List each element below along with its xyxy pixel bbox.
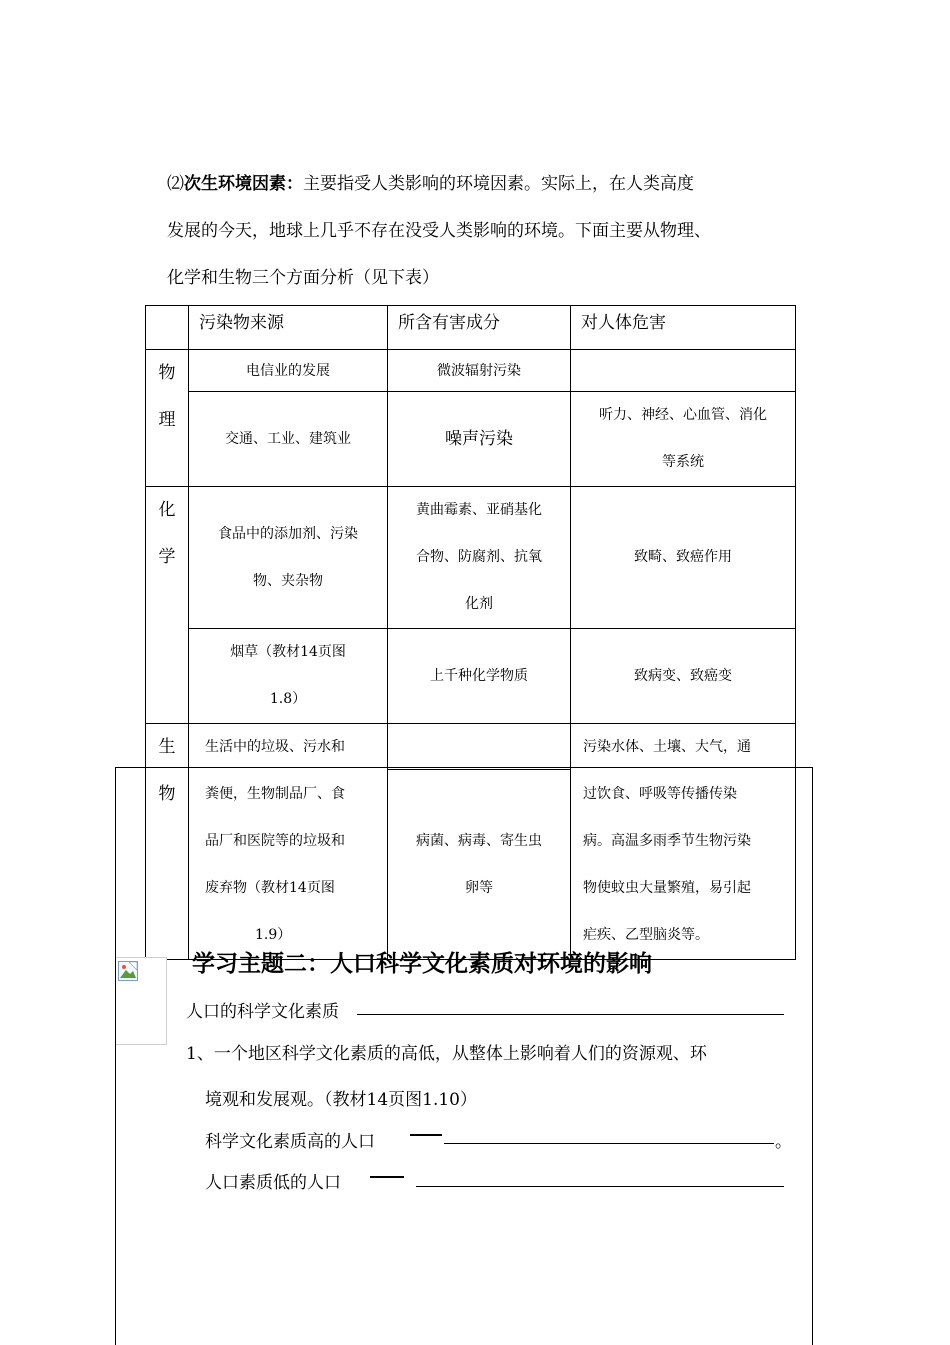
text-line: 废弃物（教材14页图 xyxy=(205,880,335,896)
period: 。 xyxy=(775,1132,792,1152)
text-line: 1.9） xyxy=(255,927,292,943)
point-1-line-1: 1、一个地区科学文化素质的高低，从整体上影响着人们的资源观、环 xyxy=(186,1044,707,1064)
dash xyxy=(410,1134,442,1136)
cell-harm: 致畸、致癌作用 xyxy=(571,487,796,629)
text-line: 合物、防腐剂、抗氧 xyxy=(416,549,542,565)
cell-harm xyxy=(571,392,796,487)
broken-image-icon xyxy=(118,961,138,981)
cell-harm xyxy=(571,350,796,392)
cell-source xyxy=(189,629,388,724)
empty-subcell xyxy=(388,724,570,770)
component-subcell xyxy=(388,770,570,959)
category-biology xyxy=(146,724,189,960)
text-line: 物使蚊虫大量繁殖，易引起 xyxy=(583,880,751,896)
category-physics xyxy=(146,350,189,487)
broken-image xyxy=(116,957,167,1045)
cell-harm xyxy=(571,724,796,960)
table-row xyxy=(146,392,796,487)
high-quality-label: 科学文化素质高的人口 xyxy=(205,1132,375,1152)
table-row xyxy=(146,487,796,629)
header-source: 污染物来源 xyxy=(189,306,388,350)
intro-line-3: 化学和生物三个方面分析（见下表） xyxy=(167,268,439,288)
intro-term: 次生环境因素： xyxy=(184,174,303,194)
cell-component xyxy=(388,487,571,629)
cell-source: 电信业的发展 xyxy=(189,350,388,392)
text-line: 黄曲霉素、亚硝基化 xyxy=(416,502,542,518)
point-1-line-2: 境观和发展观。（教材14页图1.10） xyxy=(205,1090,477,1110)
text-line: 粪便，生物制品厂、食 xyxy=(205,786,345,802)
intro-line-2: 发展的今天，地球上几乎不存在没受人类影响的环境。下面主要从物理、 xyxy=(167,221,711,241)
table-row xyxy=(146,629,796,724)
cell-harm: 致病变、致癌变 xyxy=(571,629,796,724)
text-line: 品厂和医院等的垃圾和 xyxy=(205,833,345,849)
intro-text: 主要指受人类影响的环境因素。实际上，在人类高度 xyxy=(303,174,694,194)
pollution-table xyxy=(145,305,796,960)
text-line: 等系统 xyxy=(662,454,704,470)
cell-component: 微波辐射污染 xyxy=(388,350,571,392)
population-quality-label: 人口的科学文化素质 xyxy=(186,1002,339,1022)
text-line: 烟草（教材14页图 xyxy=(230,644,346,660)
cell-component: 上千种化学物质 xyxy=(388,629,571,724)
category-char: 物 xyxy=(158,363,176,383)
text-line: 1.8） xyxy=(269,691,307,707)
category-chemistry xyxy=(146,487,189,724)
text-line: 食品中的添加剂、污染 xyxy=(218,525,358,542)
table-row xyxy=(146,724,796,960)
intro-line-1 xyxy=(167,174,694,194)
low-quality-label: 人口素质低的人口 xyxy=(205,1173,341,1193)
category-char: 化 xyxy=(158,500,176,520)
answer-blank[interactable] xyxy=(444,1143,774,1144)
cell-component xyxy=(388,724,571,960)
text-line: 生活中的垃圾、污水和 xyxy=(205,739,345,755)
text-line: 病。高温多雨季节生物污染 xyxy=(583,833,751,849)
header-harm: 对人体危害 xyxy=(571,306,796,350)
intro-marker: ⑵ xyxy=(167,174,184,194)
category-char: 理 xyxy=(158,410,176,430)
cell-source xyxy=(189,487,388,629)
text-line: 过饮食、呼吸等传播传染 xyxy=(583,786,737,802)
text-line: 疟疾、乙型脑炎等。 xyxy=(583,927,709,943)
answer-blank[interactable] xyxy=(357,1014,784,1015)
section-title: 学习主题二：人口科学文化素质对环境的影响 xyxy=(192,951,652,977)
cell-source: 交通、工业、建筑业 xyxy=(189,392,388,487)
category-char: 生 xyxy=(158,737,176,757)
cell-source xyxy=(189,724,388,960)
header-component: 所含有害成分 xyxy=(388,306,571,350)
text-line: 物、夹杂物 xyxy=(253,572,323,589)
category-char: 物 xyxy=(158,784,176,804)
dash xyxy=(370,1176,404,1178)
text-line: 听力、神经、心血管、消化 xyxy=(599,407,767,423)
answer-blank[interactable] xyxy=(416,1186,784,1187)
table-row xyxy=(146,350,796,392)
cell-component: 噪声污染 xyxy=(388,392,571,487)
text-line: 污染水体、土壤、大气，通 xyxy=(583,739,751,755)
text-line: 卵等 xyxy=(465,879,493,896)
text-line: 病菌、病毒、寄生虫 xyxy=(416,832,542,849)
header-empty xyxy=(146,306,189,350)
table-header-row xyxy=(146,306,796,350)
category-char: 学 xyxy=(158,547,176,567)
text-line: 化剂 xyxy=(465,596,493,612)
